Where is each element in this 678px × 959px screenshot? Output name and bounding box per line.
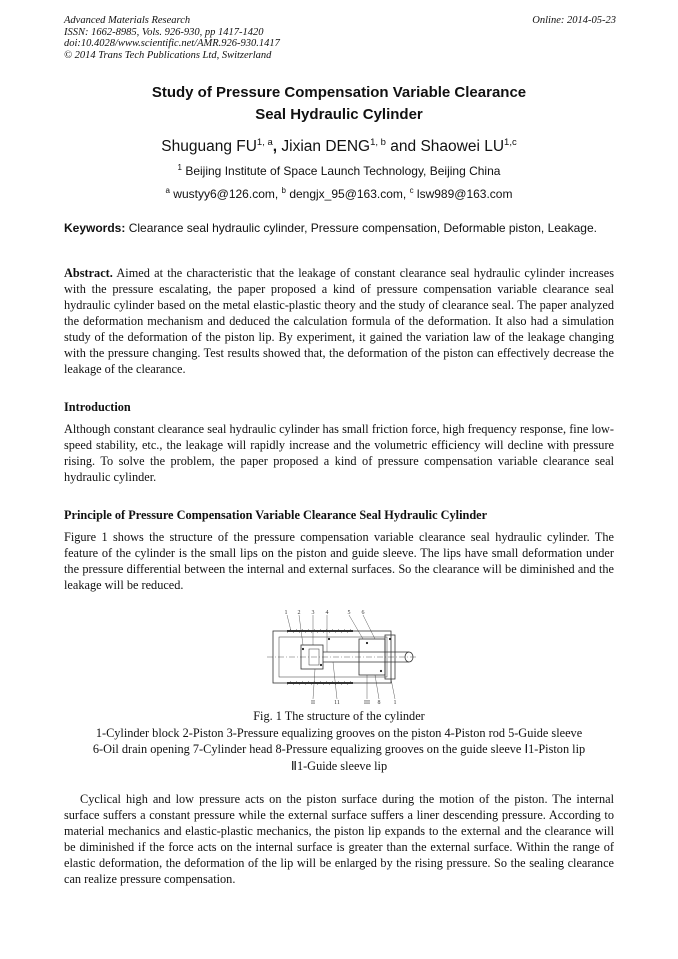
paper-title-line1: Study of Pressure Compensation Variable Clearance xyxy=(151,84,527,101)
journal-name: Advanced Materials Research xyxy=(64,15,191,26)
abstract-text: Aimed at the characteristic that the leakage of constant clearance seal hydraulic cylinder increases with the pressure escalating, the paper proposed a kind of pressure compensation variable clearance seal hydraulic cylinder based on the metal elastic-plastic theory and the study of clearance seal. The paper analyzed the deformation mechanism and deduced the calculation formula of the deformation. It also had a simulation study of the deformation of the piston lip. By experiment, it gained the variation law of the leakage changing with the pressure changing. Test results showed that, the deformation of the piston can effectively decrease the leakage of the clearance. xyxy=(64,266,614,376)
author-sup: 1, b xyxy=(370,137,386,148)
email-list xyxy=(64,186,614,201)
figure-label-top: 2 xyxy=(297,610,301,616)
figure-caption-line: 1-Cylinder block 2-Piston 3-Pressure equalizing grooves on the piston 4-Piston rod 5-Guide sleeve xyxy=(95,725,583,740)
figure-caption xyxy=(56,708,622,774)
journal-header xyxy=(64,15,616,61)
abstract-label: Abstract. xyxy=(64,266,113,280)
journal-doi: doi:10.4028/www.scientific.net/AMR.926-930.1417 xyxy=(64,38,280,49)
journal-copyright: © 2014 Trans Tech Publications Ltd, Switzerland xyxy=(64,49,272,61)
affiliation xyxy=(64,163,614,178)
figure-label-top: 5 xyxy=(347,610,351,616)
figure-label-bottom: 11 xyxy=(334,700,340,705)
figure-label-top: 3 xyxy=(311,610,315,616)
author-separator: , xyxy=(272,138,278,156)
author-list xyxy=(64,137,614,156)
author-name: Jixian DENG xyxy=(277,138,371,156)
author-name: and Shaowei LU xyxy=(385,138,505,156)
cylinder-structure-figure xyxy=(263,609,423,705)
email-link: wustyy6@126.com, xyxy=(169,187,282,201)
affiliation-sup: 1 xyxy=(177,163,182,172)
figure-caption-line: 6-Oil drain opening 7-Cylinder head 8-Pressure equalizing grooves on the guide sleeve Ⅰ1-Piston lip xyxy=(92,742,586,756)
affiliation-text: Beijing Institute of Space Launch Technology, Beijing China xyxy=(182,164,501,178)
keywords xyxy=(64,221,614,236)
email-link: dengjx_95@163.com, xyxy=(285,187,410,201)
author-name: Shuguang FU xyxy=(161,138,257,156)
email-sup: c xyxy=(409,186,414,195)
figure-label-top: 1 xyxy=(284,610,288,616)
paper-title-line2: Seal Hydraulic Cylinder xyxy=(255,106,423,123)
figure-label-bottom: III xyxy=(364,700,370,705)
abstract xyxy=(64,265,614,377)
principle-paragraph: Figure 1 shows the structure of the pressure compensation variable clearance seal hydraulic cylinder. The feature of the cylinder is the small lips on the piston and guide sleeve. The lips have small deformation under the pressure differential between the internal and external surfaces. So the clearance will be diminished and the leakage will be reduced. xyxy=(64,530,614,592)
figure-label-bottom: 1 xyxy=(393,700,397,705)
author-sup: 1, a xyxy=(256,137,273,148)
figure-label-bottom: 8 xyxy=(377,700,381,705)
keywords-text: Clearance seal hydraulic cylinder, Pressure compensation, Deformable piston, Leakage. xyxy=(125,221,597,235)
keywords-label: Keywords: xyxy=(64,221,126,235)
figure-label-top: 6 xyxy=(361,610,365,616)
online-date: Online: 2014-05-23 xyxy=(532,15,616,26)
figure-caption-title: Fig. 1 The structure of the cylinder xyxy=(253,709,425,723)
figure-caption-line: Ⅱ1-Guide sleeve lip xyxy=(290,758,388,773)
section-heading-principle: Principle of Pressure Compensation Variable Clearance Seal Hydraulic Cylinder xyxy=(64,508,488,522)
figure-label-top: 4 xyxy=(325,610,329,616)
section-heading-introduction: Introduction xyxy=(64,400,131,414)
figure-label-bottom: II xyxy=(311,700,315,705)
body-paragraph: Cyclical high and low pressure acts on the piston surface during the motion of the piston. The internal surface suffers a constant pressure while the external surface suffers a liner descending pressure. According to material mechanics and elastic-plastic mechanics, the piston lip expands to the external and the clearance will be diminished if the force acts on the internal surface is greater than the external surface. Within the range of elastic deformation, the deformation of the lip will be enlarged by the rising pressure. So the sealing clearance can realize pressure compensation. xyxy=(64,792,614,886)
introduction-paragraph: Although constant clearance seal hydraulic cylinder has small friction force, high frequency response, fine low-speed stability, etc., the leakage will rapidly increase and the volumetric efficiency will decline with pressure rising. To solve the problem, the paper proposed a kind of pressure compensation variable clearance seal hydraulic cylinder. xyxy=(64,422,614,484)
journal-issn: ISSN: 1662-8985, Vols. 926-930, pp 1417-1420 xyxy=(64,26,264,38)
author-sup: 1,c xyxy=(504,137,517,148)
paper-title xyxy=(64,82,614,126)
email-link: lsw989@163.com xyxy=(413,187,513,201)
email-sup: b xyxy=(281,186,286,195)
email-sup: a xyxy=(165,186,170,195)
